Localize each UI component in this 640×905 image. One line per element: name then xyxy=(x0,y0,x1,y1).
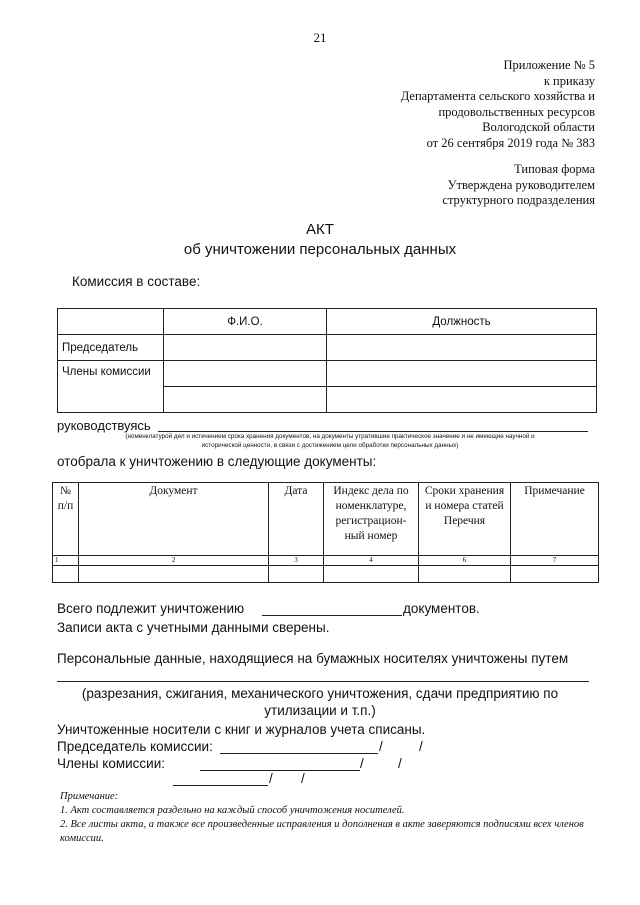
page-number: 21 xyxy=(313,30,327,45)
total-suffix: документов. xyxy=(403,601,480,616)
form-type-line: структурного подразделения xyxy=(442,193,595,207)
appendix-line: от 26 сентября 2019 года № 383 xyxy=(426,135,595,150)
header-storage: Сроки хранения и номера статей Перечня xyxy=(419,483,511,556)
cell[interactable] xyxy=(324,566,419,583)
chairman-fio-cell[interactable] xyxy=(164,335,327,361)
members-label: Члены комиссии: xyxy=(57,756,166,771)
appendix-line: к приказу xyxy=(543,73,595,88)
documents-table xyxy=(52,482,599,583)
table-row xyxy=(58,335,597,361)
chairman-label: Председатель комиссии: xyxy=(57,739,213,754)
paper-text: Персональные данные, находящиеся на бумажных носителях уничтожены путем xyxy=(57,651,569,666)
methods-line: утилизации и т.п.) xyxy=(264,703,376,718)
document-title xyxy=(0,220,640,260)
header-index: Индекс дела по номенклатуре, регистрацион-ный номер xyxy=(324,483,419,556)
methods-line: (разрезания, сжигания, механического уничтожения, сдачи предприятию по xyxy=(81,686,559,701)
column-number: 1 xyxy=(53,556,79,566)
member-position-cell[interactable] xyxy=(327,361,597,387)
cell[interactable] xyxy=(511,566,599,583)
cell[interactable] xyxy=(419,566,511,583)
table-row xyxy=(58,361,597,387)
commission-label: Комиссия в составе: xyxy=(72,274,201,289)
column-number: 7 xyxy=(511,556,599,566)
appendix-line: Департамента сельского хозяйства и xyxy=(400,89,595,103)
guided-label: руководствуясь xyxy=(57,418,151,433)
slash: / xyxy=(269,771,273,786)
appendix-line: Вологодской области xyxy=(482,120,595,134)
table-row xyxy=(53,566,599,583)
selected-text: отобрала к уничтожению в следующие документы: xyxy=(57,454,377,469)
form-type-line: Типовая форма xyxy=(514,162,595,176)
commission-header-row xyxy=(58,309,597,335)
member-position-cell[interactable] xyxy=(327,387,597,413)
cell[interactable] xyxy=(53,566,79,583)
header-date: Дата xyxy=(269,483,324,556)
chairman-signature-line[interactable] xyxy=(220,752,378,754)
written-off-text: Уничтоженные носители с книг и журналов учета списаны. xyxy=(57,722,426,737)
header-document: Документ xyxy=(79,483,269,556)
notes-heading: Примечание: xyxy=(60,791,119,802)
method-fill-line[interactable] xyxy=(57,680,589,682)
title-main: АКТ xyxy=(306,221,334,238)
cell[interactable] xyxy=(79,566,269,583)
row-label-members: Члены комиссии xyxy=(58,361,164,413)
commission-table xyxy=(57,308,597,413)
header-position: Должность xyxy=(327,309,597,335)
slash: / xyxy=(360,756,364,771)
slash: / xyxy=(398,756,402,771)
member-signature-line[interactable] xyxy=(173,784,268,786)
guided-note xyxy=(60,432,600,450)
guided-note-line: (номенклатурой дел и истечением срока хранения документов, на документы утратившие практическое значение и не имеющие научной и xyxy=(125,433,535,440)
slash: / xyxy=(419,739,423,754)
total-prefix: Всего подлежит уничтожению xyxy=(57,601,245,616)
chairman-position-cell[interactable] xyxy=(327,335,597,361)
cell[interactable] xyxy=(269,566,324,583)
notes-item: 1. Акт составляется раздельно на каждый способ уничтожения носителей. xyxy=(60,805,405,816)
member-signature-line[interactable] xyxy=(200,769,360,771)
slash: / xyxy=(379,739,383,754)
form-type-block xyxy=(295,162,595,209)
appendix-line: Приложение № 5 xyxy=(503,58,595,72)
slash: / xyxy=(301,771,305,786)
column-number: 3 xyxy=(269,556,324,566)
header-cell-empty xyxy=(58,309,164,335)
appendix-block xyxy=(295,58,595,151)
form-type-line: Утверждена руководителем xyxy=(447,177,595,192)
notes-item: 2. Все листы акта, а также все произведенные исправления и дополнения в акте заверяются подписями всех членов комиссии. xyxy=(60,819,584,844)
appendix-line: продовольственных ресурсов xyxy=(438,104,595,119)
column-number: 2 xyxy=(79,556,269,566)
documents-header-row xyxy=(53,483,599,556)
documents-number-row xyxy=(53,556,599,566)
column-number: 6 xyxy=(419,556,511,566)
member-fio-cell[interactable] xyxy=(164,361,327,387)
total-fill-line[interactable] xyxy=(262,614,402,616)
member-fio-cell[interactable] xyxy=(164,387,327,413)
title-sub: об уничтожении персональных данных xyxy=(183,241,457,258)
header-note: Примечание xyxy=(511,483,599,556)
guided-note-line: исторической ценности, в связи с достижением цели обработки персональных данных) xyxy=(201,442,459,449)
notes-block xyxy=(60,790,600,846)
column-number: 4 xyxy=(324,556,419,566)
checked-text: Записи акта с учетными данными сверены. xyxy=(57,620,330,635)
row-label-chairman: Председатель xyxy=(58,335,164,361)
header-fio: Ф.И.О. xyxy=(164,309,327,335)
header-number: № п/п xyxy=(53,483,79,556)
